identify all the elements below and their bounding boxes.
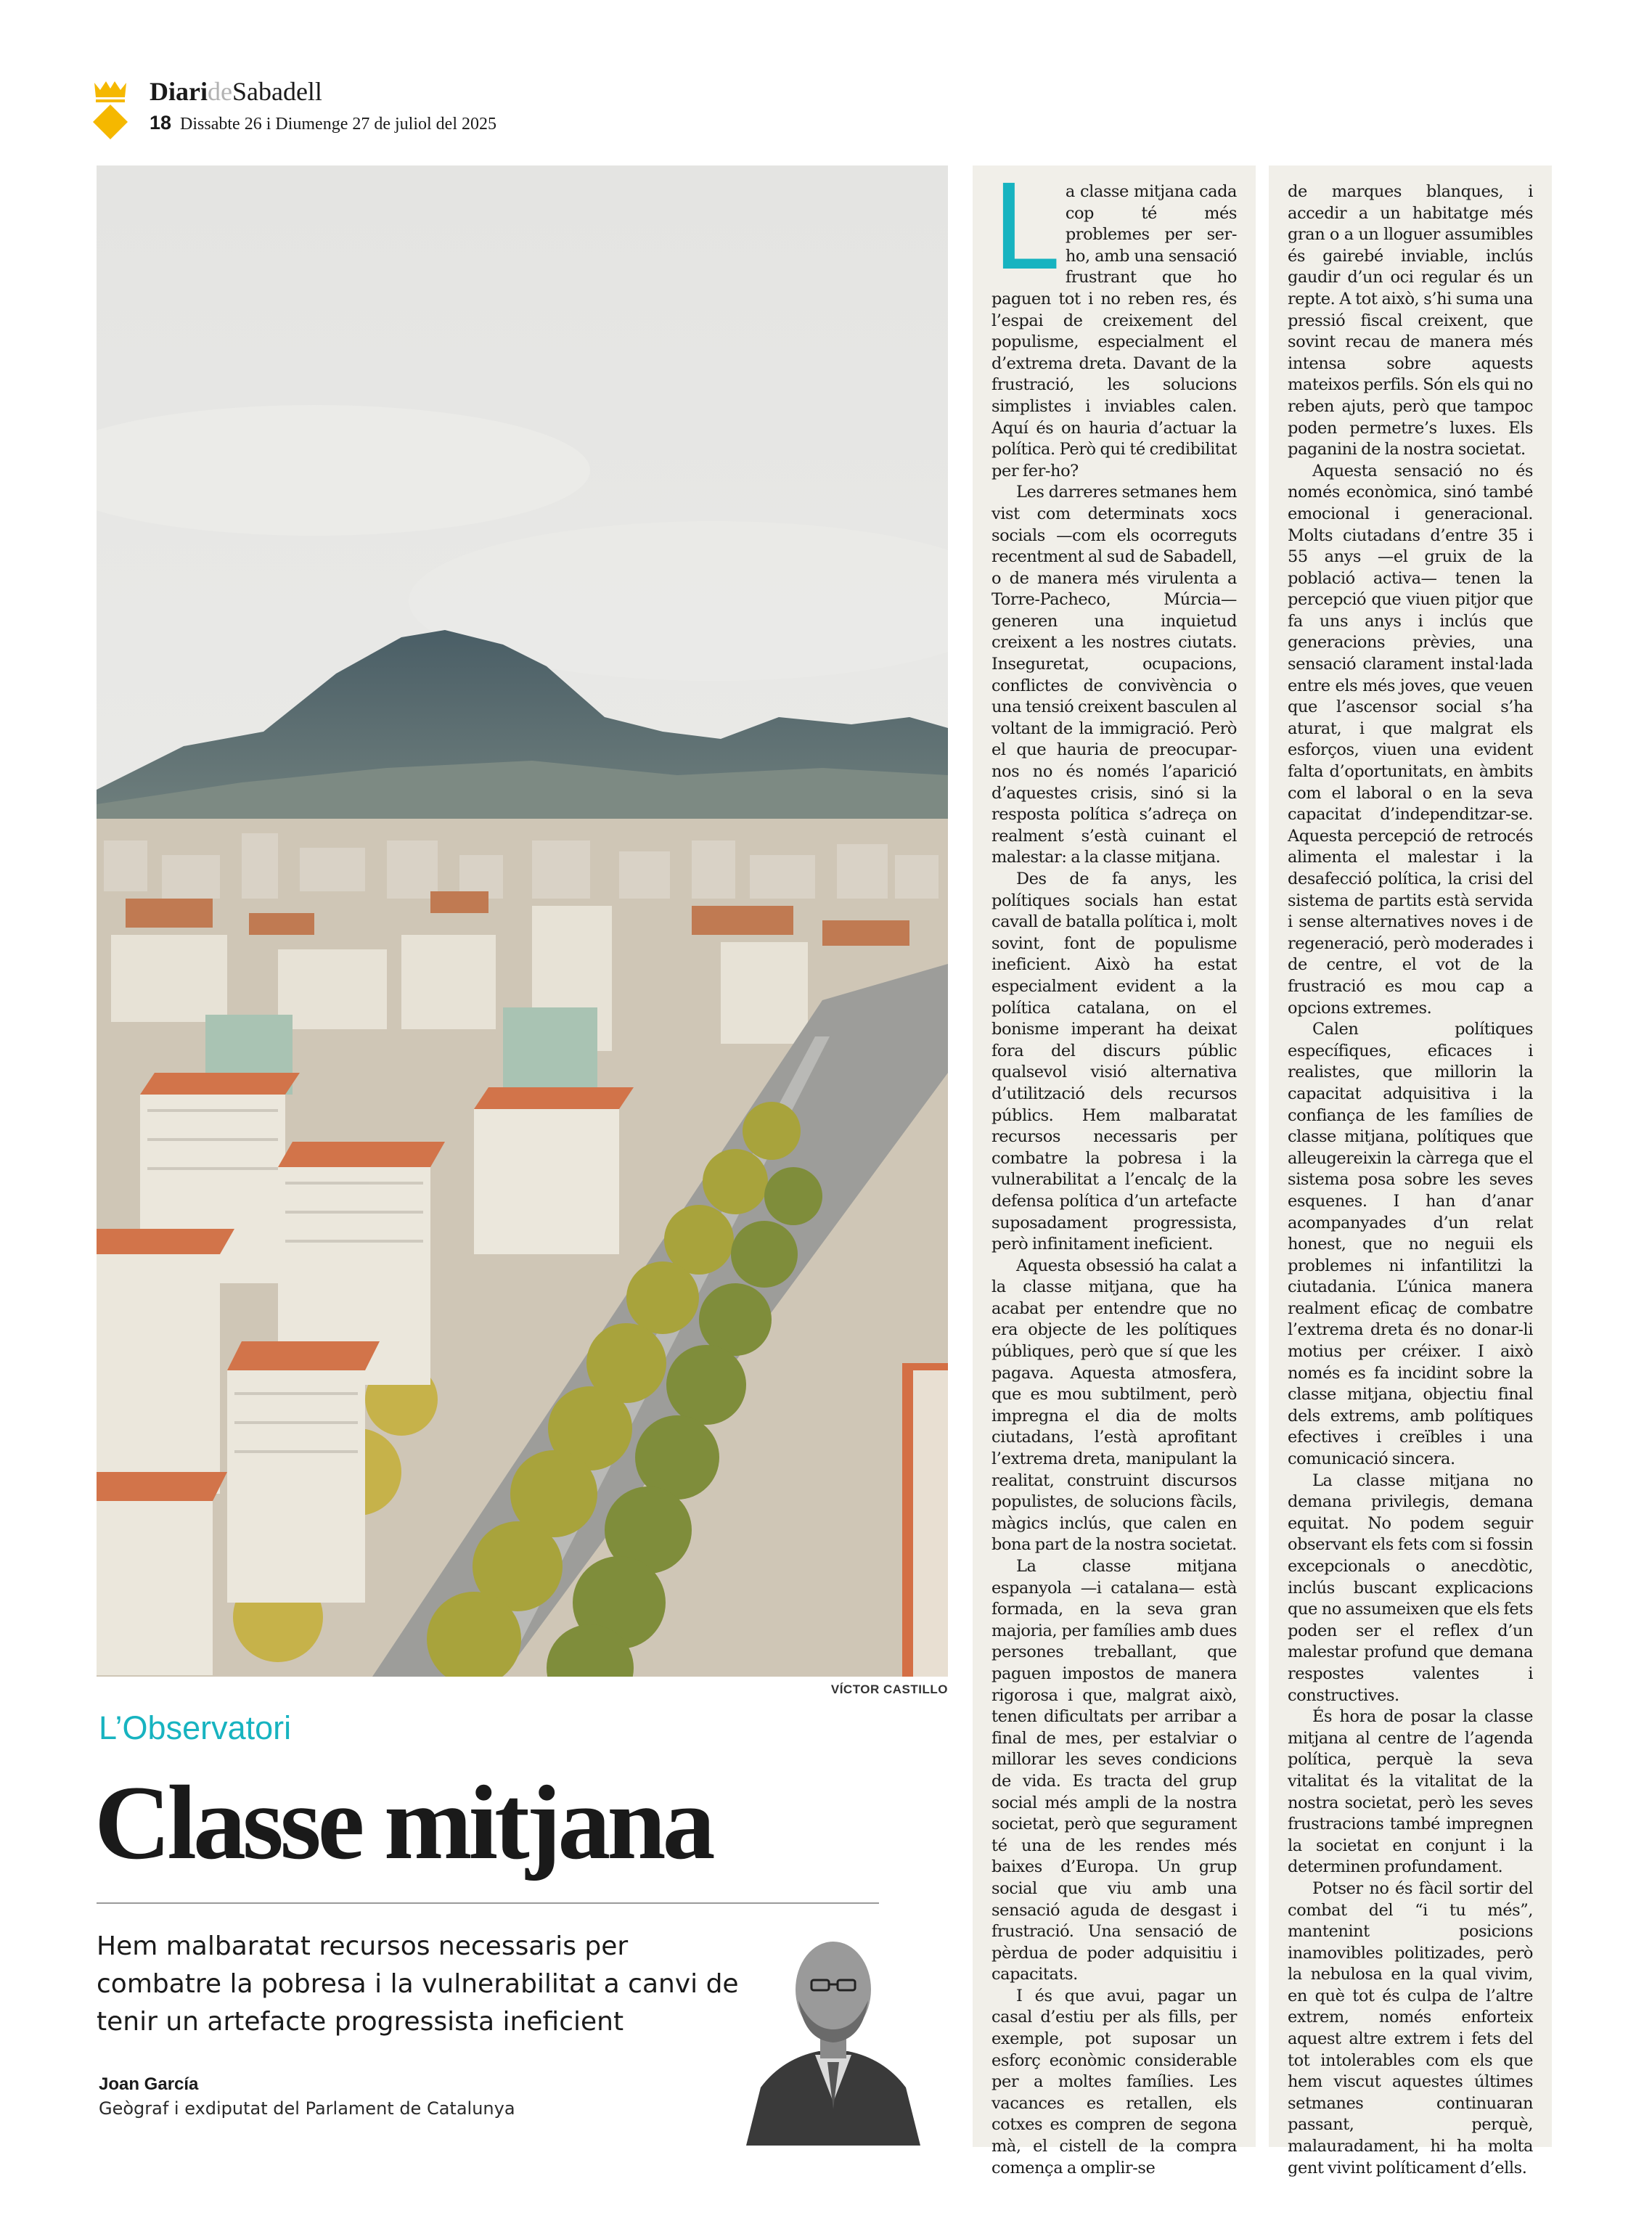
drop-cap: L	[991, 160, 1057, 297]
divider	[97, 1902, 879, 1904]
article-deck: Hem malbaratat recursos necessaris per combatre la pobresa i la vulnerabilitat a canvi de tenir un artefacte progressista ineficient	[97, 1931, 739, 2037]
author-role: Geògraf i exdiputat del Parlament de Catalunya	[99, 2098, 515, 2119]
article-headline: Classe mitjana	[94, 1764, 712, 1881]
brand-name: DiarideSabadell	[150, 77, 322, 106]
paragraph: Aquesta obsessió ha calat a la classe mitjana, que ha acabat per entendre que no era objecte de les polítiques públiques, però que sí que les pagava. Aquesta atmosfera, que es mou subtilment, però impregna el dia de molts ciutadans, l’està aprofitant l’extrema dreta, manipulant la realitat, construint discursos populistes, de solucions fàcils, màgics inclús, que calen en bona part de la nostra societat.	[991, 1256, 1237, 1555]
paragraph: a classe mitjana cada cop té més problemes per ser-ho, amb una sensació frustrant que ho paguen tot i no reben res, és l’espai de creixement del populisme, especialment el d’extrema dreta. Davant de la frustració, les solucions simplistes i inviables calen. Aquí és on hauria d’actuar la política. Però qui té credibilitat per fer-ho?	[991, 182, 1237, 480]
masthead	[90, 75, 598, 141]
paragraph: Aquesta sensació no és només econòmica, sinó també emocional i generacional. Molts ciutadans d’entre 35 i 55 anys —el gruix de la població activa— tenen la percepció que viuen pitjor que fa uns anys i inclús que generacions prèvies, una sensació clarament instal·lada entre els més joves, que veuen que l’ascensor social s’ha aturat, i que malgrat els esforços, viuen una evident falta d’oportunitats, en àmbits com el laboral o en la seva capacitat d’independitzar-se. Aquesta percepció de retrocés alimenta el malestar i la desafecció política, la crisi del sistema de partits està servida i sense alternatives noves i de regeneració, però moderades i de centre, el vot de la frustració es mou cap a opcions extremes.	[1288, 461, 1533, 1018]
section-name: L’Observatori	[99, 1709, 292, 1746]
photo-credit: VÍCTOR CASTILLO	[830, 1682, 948, 1696]
author-portrait	[739, 1913, 928, 2146]
issue-date: Dissabte 26 i Diumenge 27 de juliol del 2025	[180, 115, 496, 134]
paragraph: És hora de posar la classe mitjana al centre de l’agenda política, perquè la seva vitalitat és la vitalitat de la nostra societat, però les seves frustracions també impregnen la societat en conjunt i la determinen profundament.	[1288, 1707, 1533, 1877]
paragraph: Les darreres setmanes hem vist com determinats xocs socials —com els ocorreguts recentment al sud de Sabadell, o de manera més virulenta a Torre-Pacheco, Múrcia— generen una inquietud creixent a les nostres ciutats. Inseguretat, ocupacions, conflictes de convivència o una tensió creixent basculen al voltant de la immigració. Però el que hauria de preocupar-nos no és només l’aparició d’aquestes crisis, sinó si la resposta política s’adreça on realment s’està cuinant el malestar: a la classe mitjana.	[991, 483, 1237, 867]
article-column-2	[1269, 165, 1552, 2177]
paragraph: Potser no és fàcil sortir del combat del “i tu més”, mantenint posicions inamovibles politizades, però la nebulosa en la qual vivim, en què tot és culpa de l’altre extrem, només enforteix aquest altre extrem i fets del tot intolerables com els que hem viscut aquestes últimes setmanes continuaran passant, perquè, malauradament, hi ha molta gent vivint políticament d’ells.	[1288, 1878, 1533, 2177]
paragraph: I és que avui, pagar un casal d’estiu per als fills, per exemple, pot suposar un esforç econòmic considerable per a moltes famílies. Les vacances es retallen, els cotxes es compren de segona mà, el cistell de la compra comença a omplir-se	[991, 1986, 1237, 2177]
author-name: Joan García	[99, 2074, 199, 2094]
paragraph: La classe mitjana espanyola —i catalana— està formada, en la seva gran majoria, per famílies amb dues persones treballant, que paguen impostos de manera rigorosa i que, malgrat això, tenen dificultats per arribar a final de mes, per estalviar o millorar les seves condicions de vida. Es tracta del grup social més ampli de la nostra societat, però que segurament té una de les rendes més baixes d’Europa. Un grup social que viu amb una sensació aguda de desgast i frustració. Una sensació de pèrdua de poder adquisitiu i capacitats.	[991, 1557, 1237, 1984]
paragraph: Calen polítiques específiques, eficaces i realistes, que millorin la capacitat adquisitiva i la confiança de les famílies de classe mitjana, polítiques que alleugereixin la càrrega que el sistema posa sobre les seves esquenes. I han d’anar acompanyades d’un relat honest, que no neguii els problemes ni infantilitzi la ciutadania. L’única manera realment eficaç de combatre l’extrema dreta és no donar-li motius per créixer. I això només es fa incidint sobre la classe mitjana, objectiu final dels extrems, amb polítiques efectives i creïbles i una comunicació sincera.	[1288, 1020, 1533, 1469]
paragraph: Des de fa anys, les polítiques socials han estat cavall de batalla política i, molt sovint, font de populisme ineficient. Això ha estat especialment evident a la política catalana, on el bonisme imperant ha deixat fora del discurs públic qualsevol visió alternativa d’utilització dels recursos públics. Hem malbaratat recursos necessaris per combatre la pobresa i la vulnerabilitat a l’encalç de la defensa política d’un artefacte suposadament progressista, però infinitament ineficient.	[991, 870, 1237, 1254]
paragraph: La classe mitjana no demana privilegis, demana equitat. No podem seguir observant els fets com si fossin excepcionals o anecdòtic, inclús buscant explicacions que no assumeixen que els fets poden ser el reflex d’un malestar profund que demana respostes valentes i constructives.	[1288, 1471, 1533, 1705]
crest-logo-icon	[90, 80, 131, 141]
aerial-city-photo	[97, 165, 948, 1677]
page-number: 18	[150, 112, 172, 134]
paragraph: de marques blanques, i accedir a un habitatge més gran o a un lloguer assumibles és gairebé inviable, inclús gaudir d’un oci regular és un repte. A tot això, s’hi suma una pressió fiscal creixent, que sovint recau de manera més intensa sobre aquests mateixos perfils. Són els qui no reben ajuts, però que tampoc poden permetre’s luxes. Els paganini de la nostra societat.	[1288, 182, 1533, 459]
page-line	[150, 110, 496, 136]
article-column-1	[973, 160, 1256, 2177]
